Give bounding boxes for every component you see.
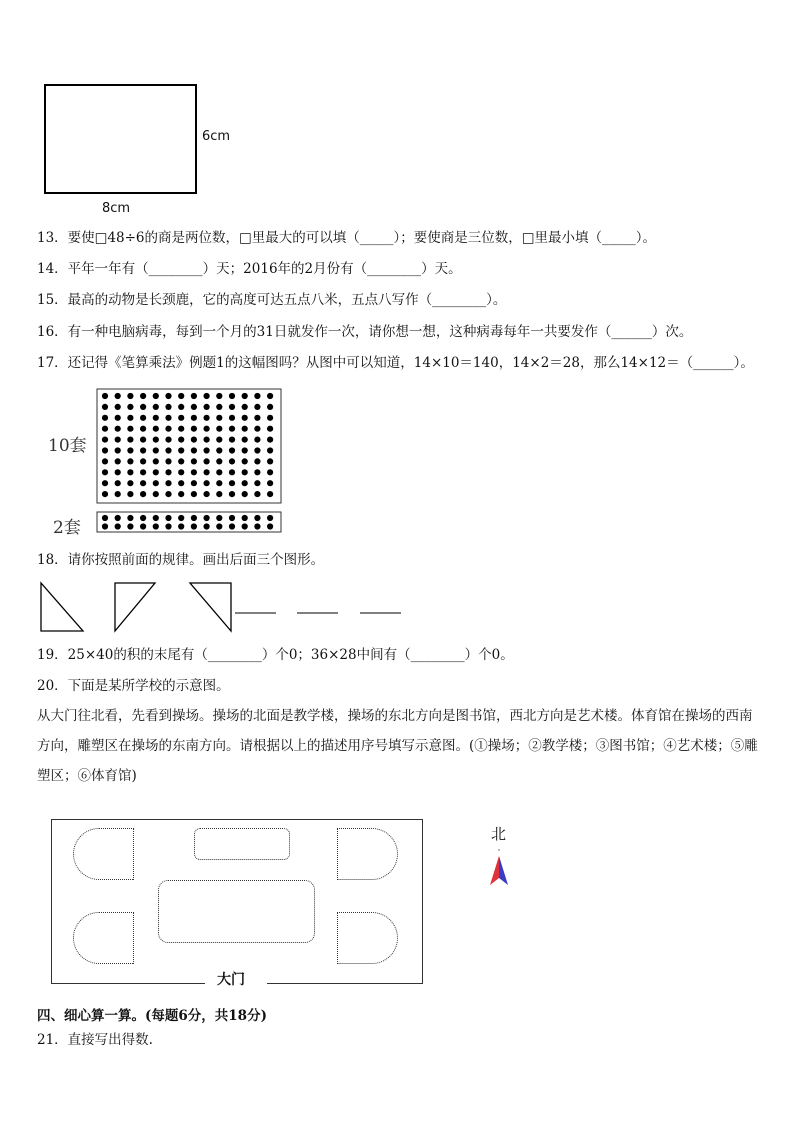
dot	[115, 426, 121, 432]
dot	[254, 415, 260, 421]
dot	[267, 404, 273, 410]
dot	[229, 523, 235, 529]
dot	[140, 393, 146, 399]
dot	[216, 447, 222, 453]
map-area-top-left	[73, 828, 134, 880]
dot	[191, 404, 197, 410]
dot	[140, 415, 146, 421]
rectangle-width-label: 8cm	[102, 201, 131, 216]
dot	[115, 523, 121, 529]
dot	[191, 491, 197, 497]
north-label: 北	[491, 825, 507, 843]
dot	[178, 515, 184, 521]
dot	[102, 404, 108, 410]
dot	[216, 491, 222, 497]
dot	[242, 426, 248, 432]
dot	[165, 447, 171, 453]
dot	[204, 404, 210, 410]
dot	[216, 523, 222, 529]
dot	[229, 426, 235, 432]
dot	[216, 415, 222, 421]
dot	[165, 469, 171, 475]
dot	[102, 447, 108, 453]
triangle-pattern	[38, 580, 408, 636]
dot	[204, 415, 210, 421]
dot	[204, 491, 210, 497]
triangle-1	[41, 583, 83, 631]
dot	[254, 447, 260, 453]
dot	[191, 393, 197, 399]
question-15: 15．最高的动物是长颈鹿，它的高度可达五点八米，五点八写作（________）。	[37, 292, 507, 308]
dot	[115, 469, 121, 475]
dot	[229, 458, 235, 464]
dot	[178, 393, 184, 399]
map-area-top-right	[337, 828, 398, 880]
question-13: 13．要使□48÷6的商是两位数，□里最大的可以填（_____）；要使商是三位数，□里最小填（_____）。	[37, 230, 657, 246]
dot	[267, 458, 273, 464]
dot	[242, 523, 248, 529]
dot	[153, 447, 159, 453]
dot	[127, 404, 133, 410]
dot	[102, 437, 108, 443]
north-arrow-icon	[487, 848, 511, 888]
dot	[127, 426, 133, 432]
dot	[140, 404, 146, 410]
dot	[115, 491, 121, 497]
map-area-bottom-right	[337, 912, 398, 964]
dot	[191, 415, 197, 421]
dot	[165, 415, 171, 421]
dot	[165, 437, 171, 443]
dot	[216, 480, 222, 486]
dot	[140, 469, 146, 475]
dot	[153, 515, 159, 521]
dot	[229, 447, 235, 453]
dot	[165, 491, 171, 497]
dot	[127, 393, 133, 399]
dot	[204, 480, 210, 486]
question-21: 21．直接写出得数.	[37, 1032, 153, 1048]
dot	[102, 393, 108, 399]
dot	[102, 415, 108, 421]
dot	[204, 458, 210, 464]
dot	[127, 415, 133, 421]
question-18: 18．请你按照前面的规律。画出后面三个图形。	[37, 552, 325, 568]
dot	[254, 393, 260, 399]
dot	[267, 447, 273, 453]
map-area-bottom-left	[73, 912, 134, 964]
dot	[191, 458, 197, 464]
dot	[191, 469, 197, 475]
dot	[254, 523, 260, 529]
dot	[267, 426, 273, 432]
dot	[204, 393, 210, 399]
dot	[242, 404, 248, 410]
dot	[178, 426, 184, 432]
dot	[204, 447, 210, 453]
dot	[102, 469, 108, 475]
dot	[153, 469, 159, 475]
dot	[178, 404, 184, 410]
dot	[267, 393, 273, 399]
dot	[191, 426, 197, 432]
dot	[242, 393, 248, 399]
dot	[115, 458, 121, 464]
dot	[204, 523, 210, 529]
dot	[165, 404, 171, 410]
dot	[102, 458, 108, 464]
dot	[191, 523, 197, 529]
dot	[254, 437, 260, 443]
dot	[216, 393, 222, 399]
dot	[204, 515, 210, 521]
dot	[178, 523, 184, 529]
dot	[178, 447, 184, 453]
dot	[178, 415, 184, 421]
map-area-top-center	[194, 828, 290, 860]
dot	[153, 415, 159, 421]
dot	[191, 437, 197, 443]
dot	[254, 404, 260, 410]
dot	[102, 515, 108, 521]
dot	[229, 415, 235, 421]
dot	[229, 491, 235, 497]
dot	[127, 523, 133, 529]
dot	[229, 480, 235, 486]
dot	[115, 480, 121, 486]
dot	[254, 515, 260, 521]
dot	[242, 447, 248, 453]
dot	[115, 447, 121, 453]
dot	[178, 437, 184, 443]
dot	[165, 480, 171, 486]
dot	[140, 515, 146, 521]
dot	[127, 491, 133, 497]
dot-figure-label-10: 10套	[48, 436, 87, 456]
question-17: 17．还记得《笔算乘法》例题1的这幅图吗？从图中可以知道，14×10＝140，14×2＝28，那么14×12＝（______）。	[37, 355, 754, 371]
rectangle-figure	[44, 84, 197, 194]
dot	[140, 480, 146, 486]
dot	[140, 491, 146, 497]
dot	[254, 426, 260, 432]
dot	[153, 426, 159, 432]
dot	[204, 437, 210, 443]
dot	[165, 523, 171, 529]
dot	[153, 523, 159, 529]
dot	[242, 415, 248, 421]
dot-figure-label-2: 2套	[53, 518, 81, 538]
dot	[127, 480, 133, 486]
dot	[216, 437, 222, 443]
dot	[242, 491, 248, 497]
question-16: 16．有一种电脑病毒，每到一个月的31日就发作一次，请你想一想，这种病毒每年一共要发作（______）次。	[37, 324, 693, 340]
dot	[102, 480, 108, 486]
dot	[178, 491, 184, 497]
dot	[216, 426, 222, 432]
question-20-description: 从大门往北看，先看到操场。操场的北面是教学楼，操场的东北方向是图书馆，西北方向是艺术楼。体育馆在操场的西南方向，雕塑区在操场的东南方向。请根据以上的描述用序号填写示意图。(①操场；②教学楼；③图书馆；④艺术楼；⑤雕塑区；⑥体育馆)	[37, 708, 758, 784]
dot	[165, 426, 171, 432]
dot	[242, 480, 248, 486]
dot	[127, 458, 133, 464]
dot	[153, 458, 159, 464]
dot	[165, 393, 171, 399]
dot	[254, 469, 260, 475]
dot	[127, 515, 133, 521]
question-14: 14．平年一年有（________）天；2016年的2月份有（________）天。	[37, 261, 462, 277]
dot	[115, 393, 121, 399]
dot	[242, 515, 248, 521]
dot	[242, 469, 248, 475]
dot	[140, 458, 146, 464]
dot	[140, 523, 146, 529]
dot	[153, 393, 159, 399]
question-19: 19．25×40的积的末尾有（________）个0；36×28中间有（________）个0。	[37, 647, 514, 663]
dot	[115, 515, 121, 521]
dot	[153, 404, 159, 410]
section-4-heading: 四、细心算一算。(每题6分，共18分)	[37, 1008, 267, 1024]
dot	[127, 437, 133, 443]
dot	[229, 437, 235, 443]
dot	[127, 447, 133, 453]
dot	[102, 491, 108, 497]
dot	[178, 480, 184, 486]
dot	[140, 426, 146, 432]
dot	[191, 480, 197, 486]
dot	[178, 469, 184, 475]
dot	[216, 469, 222, 475]
dot	[229, 404, 235, 410]
dot	[267, 415, 273, 421]
dot	[204, 426, 210, 432]
dot	[102, 523, 108, 529]
dot	[115, 437, 121, 443]
dot	[267, 480, 273, 486]
gate-label: 大门	[217, 972, 245, 988]
dot	[267, 437, 273, 443]
dot	[178, 458, 184, 464]
dot	[229, 393, 235, 399]
dot	[267, 469, 273, 475]
dot	[102, 426, 108, 432]
dot	[165, 458, 171, 464]
dot	[242, 458, 248, 464]
dot	[242, 437, 248, 443]
dot	[254, 480, 260, 486]
dot	[216, 458, 222, 464]
dot	[191, 515, 197, 521]
dot	[127, 469, 133, 475]
dot	[229, 515, 235, 521]
triangle-3	[190, 583, 231, 631]
dot	[153, 480, 159, 486]
dot	[140, 447, 146, 453]
dot	[191, 447, 197, 453]
dot	[267, 515, 273, 521]
map-area-center	[158, 880, 315, 943]
dot	[229, 469, 235, 475]
dot	[216, 515, 222, 521]
dot	[153, 491, 159, 497]
dot	[216, 404, 222, 410]
dot-array-figure	[96, 388, 282, 534]
triangle-2	[115, 583, 155, 631]
dot	[153, 437, 159, 443]
dot	[140, 437, 146, 443]
dot	[115, 404, 121, 410]
dot	[267, 491, 273, 497]
dot	[165, 515, 171, 521]
question-20: 20．下面是某所学校的示意图。	[37, 678, 230, 694]
dot	[267, 523, 273, 529]
dot	[254, 458, 260, 464]
dot	[254, 491, 260, 497]
dot	[204, 469, 210, 475]
rectangle-height-label: 6cm	[202, 129, 231, 144]
dot	[115, 415, 121, 421]
